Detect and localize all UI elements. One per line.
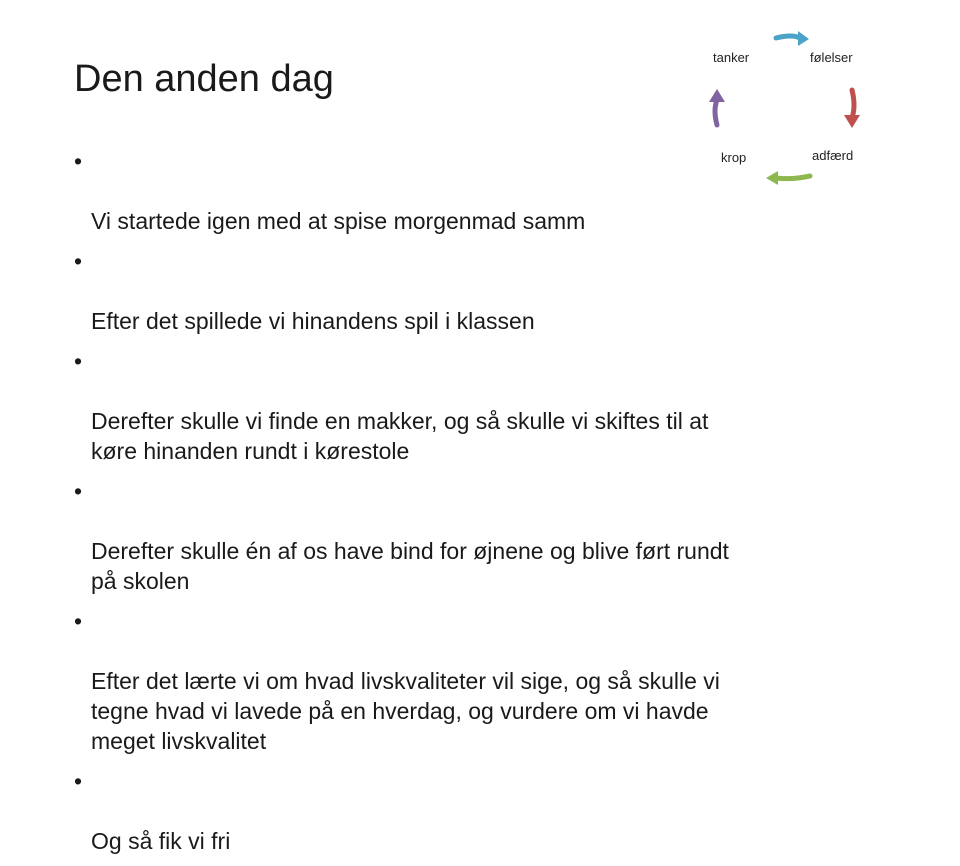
bullet-item (74, 476, 894, 596)
left-arrow-icon (709, 89, 725, 125)
bullet-item (74, 606, 894, 756)
top-arrow-icon (776, 31, 809, 46)
bullet-marker: • (74, 148, 83, 174)
bullet-marker: • (74, 608, 83, 634)
cycle-label-folelser: følelser (810, 50, 853, 65)
bullet-marker: • (74, 348, 83, 374)
cycle-label-adfaerd: adfærd (812, 148, 854, 163)
bullet-text: Efter det lærte vi om hvad livskvaliteter vil sige, og så skulle vi tegne hvad vi lavede på en hverdag, og vurdere om vi havde meget livskvalitet (91, 668, 720, 754)
bullet-item (74, 766, 894, 856)
bullet-marker: • (74, 478, 83, 504)
bottom-arrow-icon (766, 171, 810, 185)
bullet-text: Og så fik vi fri (91, 828, 231, 854)
cycle-arrows (700, 22, 875, 192)
bullet-marker: • (74, 248, 83, 274)
cycle-label-tanker: tanker (713, 50, 750, 65)
bullet-text: Derefter skulle én af os have bind for øjnene og blive ført rundt på skolen (91, 538, 729, 594)
cycle-label-krop: krop (721, 150, 747, 165)
bullet-text: Efter det spillede vi hinandens spil i klassen (91, 308, 535, 334)
cycle-diagram-image (700, 22, 875, 192)
slide-title: Den anden dag (74, 58, 334, 100)
right-arrow-icon (844, 90, 860, 128)
bullet-item (74, 246, 894, 336)
bullet-list (74, 146, 894, 866)
bullet-item (74, 346, 894, 466)
bullet-marker: • (74, 768, 83, 794)
bullet-text: Derefter skulle vi finde en makker, og så skulle vi skiftes til at køre hinanden rundt i kørestole (91, 408, 709, 464)
bullet-text: Vi startede igen med at spise morgenmad samm (91, 208, 586, 234)
